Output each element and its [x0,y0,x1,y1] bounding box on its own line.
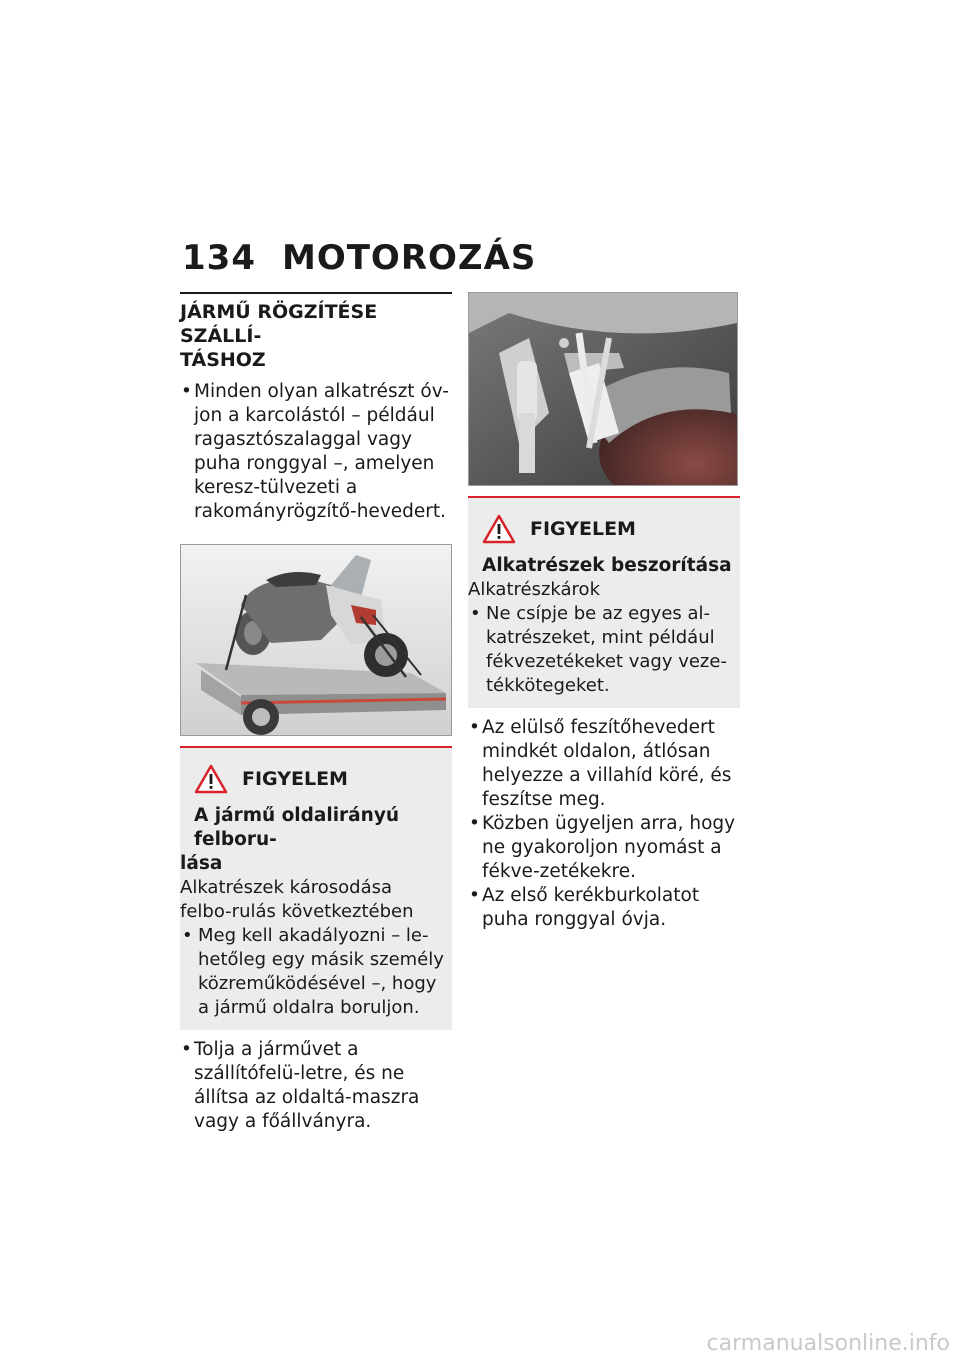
left-after-list [180,1038,452,1134]
list-item: • Tolja a járművet a szállítófelü-letre, és ne állítsa az oldaltá-maszra vagy a főállványra. [180,1038,452,1134]
warning-action: • Meg kell akadályozni – le-hetőleg egy másik személy közreműködésével –, hogy a jármű oldalra boruljon. [180,924,448,1020]
section-title-line: JÁRMŰ RÖGZÍTÉSE SZÁLLÍ- [180,301,378,347]
warning-label: FIGYELEM [530,518,636,540]
warning-label: FIGYELEM [242,768,348,790]
warning-box-pinching [468,496,740,708]
warning-title [180,804,448,876]
list-item: • Közben ügyeljen arra, hogy ne gyakoroljon nyomást a fékve-zetékekre. [468,812,740,884]
warning-title-line: lása [180,853,223,874]
section-divider [180,292,452,294]
fork-strap-illustration [469,293,737,485]
list-item: • Az elülső feszítőhevedert mindkét oldalon, átlósan helyezze a villahíd köré, és feszítse meg. [468,716,740,812]
right-steps-list [468,716,740,932]
trailer-scooter-illustration [181,545,451,735]
page-number: 134 [182,238,256,278]
warning-consequence: Alkatrészek károsodása felbo-rulás következtében [180,877,414,922]
warning-consequence: Alkatrészkárok [468,579,600,600]
list-item: • Minden olyan alkatrészt óv-jon a karcolástól – például ragasztószalaggal vagy puha ronggyal –, amelyen keresz-tülvezeti a rakományrögzítő-hevedert. [180,380,452,524]
warning-title-line: A jármű oldalirányú felboru- [194,805,400,850]
right-column [468,292,740,932]
fork-bridge-photo [468,292,738,486]
warning-triangle-icon [482,514,516,544]
left-column [180,292,452,1134]
trailer-scooter-photo [180,544,452,736]
warning-action: • Ne csípje be az egyes al-katrészeket, mint például fékvezetékeket vagy veze-tékkötegeket. [468,602,736,698]
list-item: • Az első kerékburkolatot puha ronggyal óvja. [468,884,740,932]
warning-title: Alkatrészek beszorítása [482,555,732,576]
section-title-line: TÁSHOZ [180,349,266,371]
warning-action-list [180,924,448,1020]
warning-header [180,762,448,796]
intro-list [180,380,452,524]
watermark: carmanualsonline.info [706,1331,950,1356]
warning-box-tipping [180,746,452,1030]
warning-action-list [468,602,736,698]
warning-triangle-icon [194,764,228,794]
warning-header [468,512,736,546]
section-title [180,300,452,372]
chapter-title: MOTOROZÁS [282,238,537,278]
